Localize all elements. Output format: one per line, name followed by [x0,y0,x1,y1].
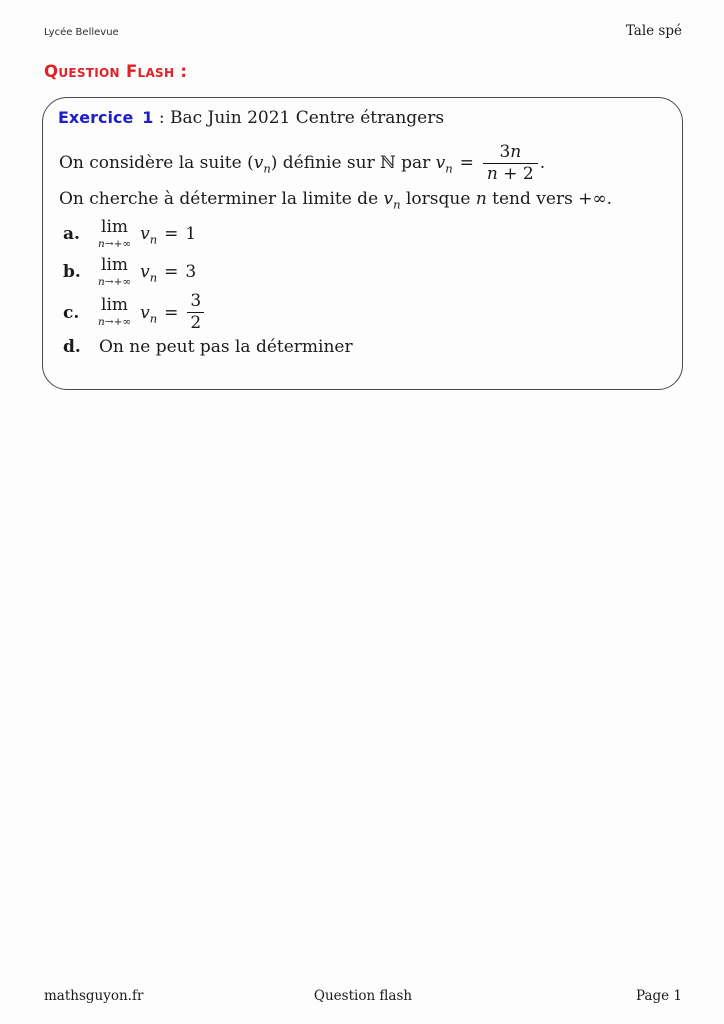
exercise-box [42,97,683,390]
statement-text: par [395,153,436,174]
equals-sign: = [164,302,179,323]
option-letter: d. [63,337,81,358]
footer-site: mathsguyon.fr [44,988,144,1004]
limit-subscript-variable: n [98,275,105,288]
footer-document-title: Question flash [313,988,413,1004]
school-name: Lycée Bellevue [44,27,119,38]
exercise-title-colon: : [153,108,170,128]
n-variable: n [475,189,487,210]
equals-sign: = [459,153,474,174]
statement-text: On considère la suite ( [59,153,254,174]
sequence-variable: v [435,153,446,174]
sequence-variable: v [140,224,150,245]
footer-page-number: Page 1 [635,988,682,1004]
answer-options [58,219,666,357]
section-heading: Question Flash : [44,62,188,81]
statement-line-2 [59,188,666,210]
option-letter: a. [63,224,80,245]
sentence-period: . [539,153,546,174]
option-letter: b. [63,261,81,282]
option-expression [140,224,197,247]
statement-text: On cherche à déterminer la limite de [59,189,384,210]
class-level: Tale spé [625,23,682,39]
numerator-variable: n [510,142,522,162]
equals-sign: = [164,261,179,282]
statement-line-1 [59,143,666,184]
sequence-subscript: n [149,232,158,247]
option-d [58,337,666,357]
fraction-numerator: 3 [190,291,202,312]
lim-word: lim [101,254,129,275]
limit-subscript-arrow: →+∞ [104,275,132,288]
option-b [58,254,666,288]
sequence-variable: v [253,153,264,174]
exercise-number: 1 [142,108,154,127]
sequence-variable: v [383,189,394,210]
sequence-subscript: n [393,197,401,212]
option-letter: c. [63,302,80,323]
limit-subscript-variable: n [98,316,105,329]
page-footer [44,988,682,1004]
option-text: On ne peut pas la déterminer [99,337,353,358]
limit-subscript [98,277,131,288]
statement-text: ) définie sur [270,153,381,174]
limit-operator [98,219,131,250]
sequence-subscript: n [149,311,158,326]
limit-subscript-arrow: →+∞ [104,238,132,251]
sequence-subscript: n [445,161,453,176]
option-expression [140,292,206,333]
sequence-variable: v [140,302,150,323]
page-header [44,23,682,39]
exercise-title [58,107,666,129]
option-c [58,292,666,333]
statement-text: tend vers +∞. [486,189,613,210]
denominator-variable: n [486,164,498,185]
option-value: 3 [185,261,197,282]
denominator-constant: + 2 [497,164,534,185]
fraction-numerator [495,143,525,163]
equals-sign: = [164,224,179,245]
exercise-source: Bac Juin 2021 Centre étrangers [169,108,445,128]
sequence-subscript: n [149,270,158,285]
lim-word: lim [101,217,129,238]
limit-subscript-variable: n [98,238,105,251]
sequence-variable: v [140,261,150,282]
exercise-label: Exercice [58,108,134,127]
option-a [58,219,666,250]
sequence-subscript: n [263,161,271,176]
limit-operator [98,297,131,328]
fraction-denominator [483,163,538,184]
limit-subscript [98,317,131,328]
natural-numbers-symbol: ℕ [380,153,396,174]
numerator-coefficient: 3 [499,142,511,162]
exercise-statement [59,143,666,210]
limit-subscript-arrow: →+∞ [104,316,132,329]
option-value-fraction [187,292,204,333]
lim-word: lim [101,295,129,316]
fraction [483,143,538,184]
limit-subscript [98,239,131,250]
limit-operator [98,254,132,288]
fraction-denominator: 2 [187,312,204,333]
option-value: 1 [185,224,197,245]
statement-text: lorsque [400,189,476,210]
option-expression [140,261,197,285]
